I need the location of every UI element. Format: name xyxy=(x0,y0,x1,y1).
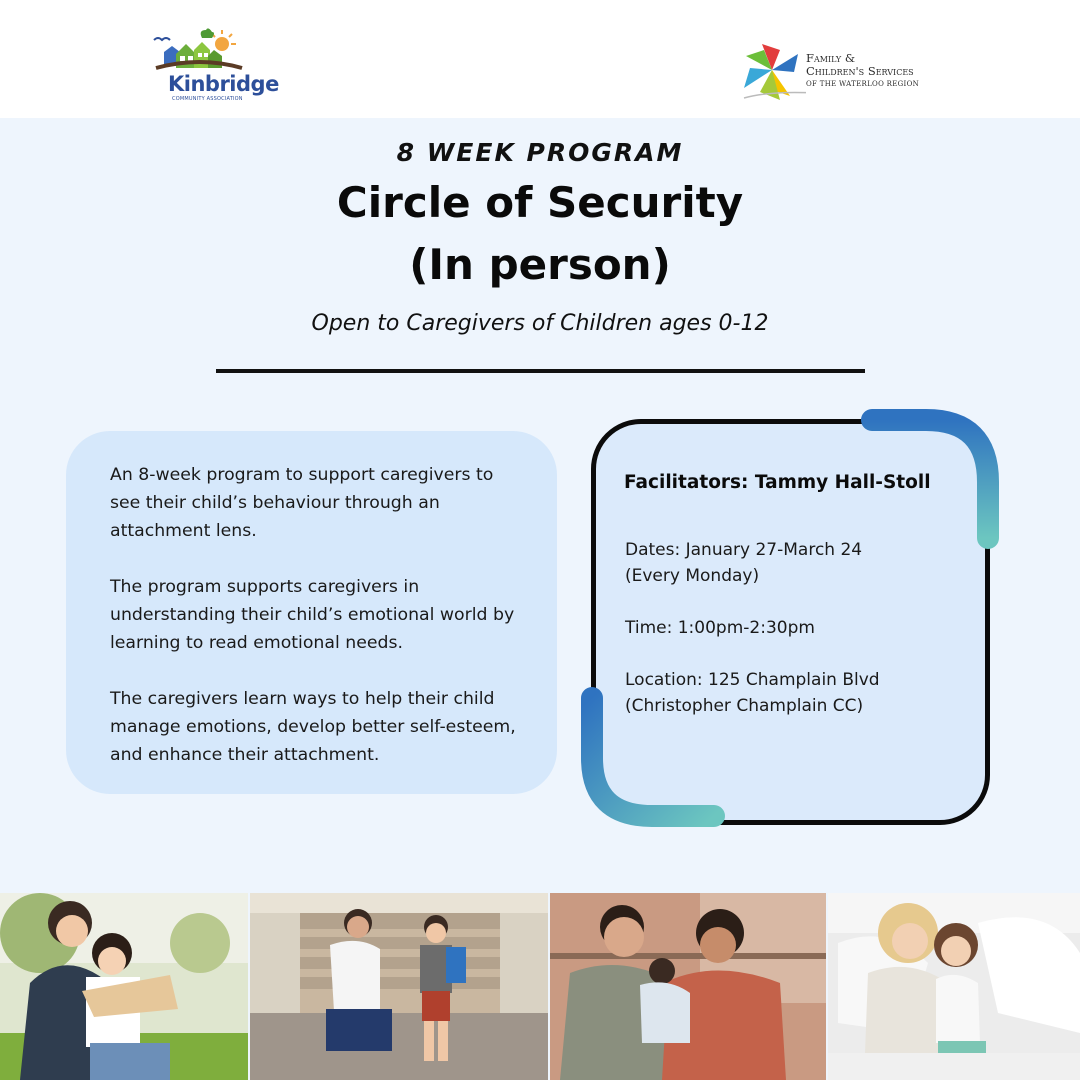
parents-holding-baby-photo xyxy=(550,893,826,1080)
fcs-name-line1: Family & xyxy=(806,51,856,65)
time-label: Time: 1:00pm-2:30pm xyxy=(625,618,815,638)
location-label: Location: 125 Champlain Blvd xyxy=(625,670,880,690)
dates-label: Dates: January 27-March 24 xyxy=(625,540,863,560)
program-length-heading: 8 WEEK PROGRAM xyxy=(396,138,684,167)
title-line-2: (In person) xyxy=(409,240,671,289)
location-note: (Christopher Champlain CC) xyxy=(625,696,864,716)
description-paragraph: The caregivers learn ways to help their child manage emotions, develop better self-esteem, and enhance their attachment. xyxy=(110,689,516,765)
description-paragraph: An 8-week program to support caregivers to see their child’s behaviour through an attachment lens. xyxy=(110,465,494,541)
audience-subtitle: Open to Caregivers of Children ages 0-12 xyxy=(311,311,769,336)
description-paragraph: The program supports caregivers in understanding their child’s emotional world by learning to read emotional needs. xyxy=(110,577,515,653)
dates-note: (Every Monday) xyxy=(625,566,760,586)
fcs-logo xyxy=(740,40,940,110)
kinbridge-logo xyxy=(150,26,279,104)
fcs-name-line2: Children's Services xyxy=(806,64,914,78)
facilitators-label: Facilitators: Tammy Hall-Stoll xyxy=(624,472,931,493)
page-title xyxy=(0,172,1080,296)
title-line-1: Circle of Security xyxy=(336,178,744,227)
heading-divider xyxy=(216,369,865,373)
kinbridge-subtext: COMMUNITY ASSOCIATION xyxy=(172,96,243,102)
mother-and-daughter-on-bed-photo xyxy=(828,893,1080,1080)
mother-reading-with-child-photo xyxy=(0,893,248,1080)
fcs-name-line3: OF THE WATERLOO REGION xyxy=(806,80,920,88)
details-card xyxy=(580,408,1000,832)
kinbridge-wordmark: Kinbridge xyxy=(168,72,279,96)
pinwheel-icon xyxy=(740,40,806,104)
father-kneeling-with-son-photo xyxy=(250,893,548,1080)
description-card xyxy=(66,431,557,794)
